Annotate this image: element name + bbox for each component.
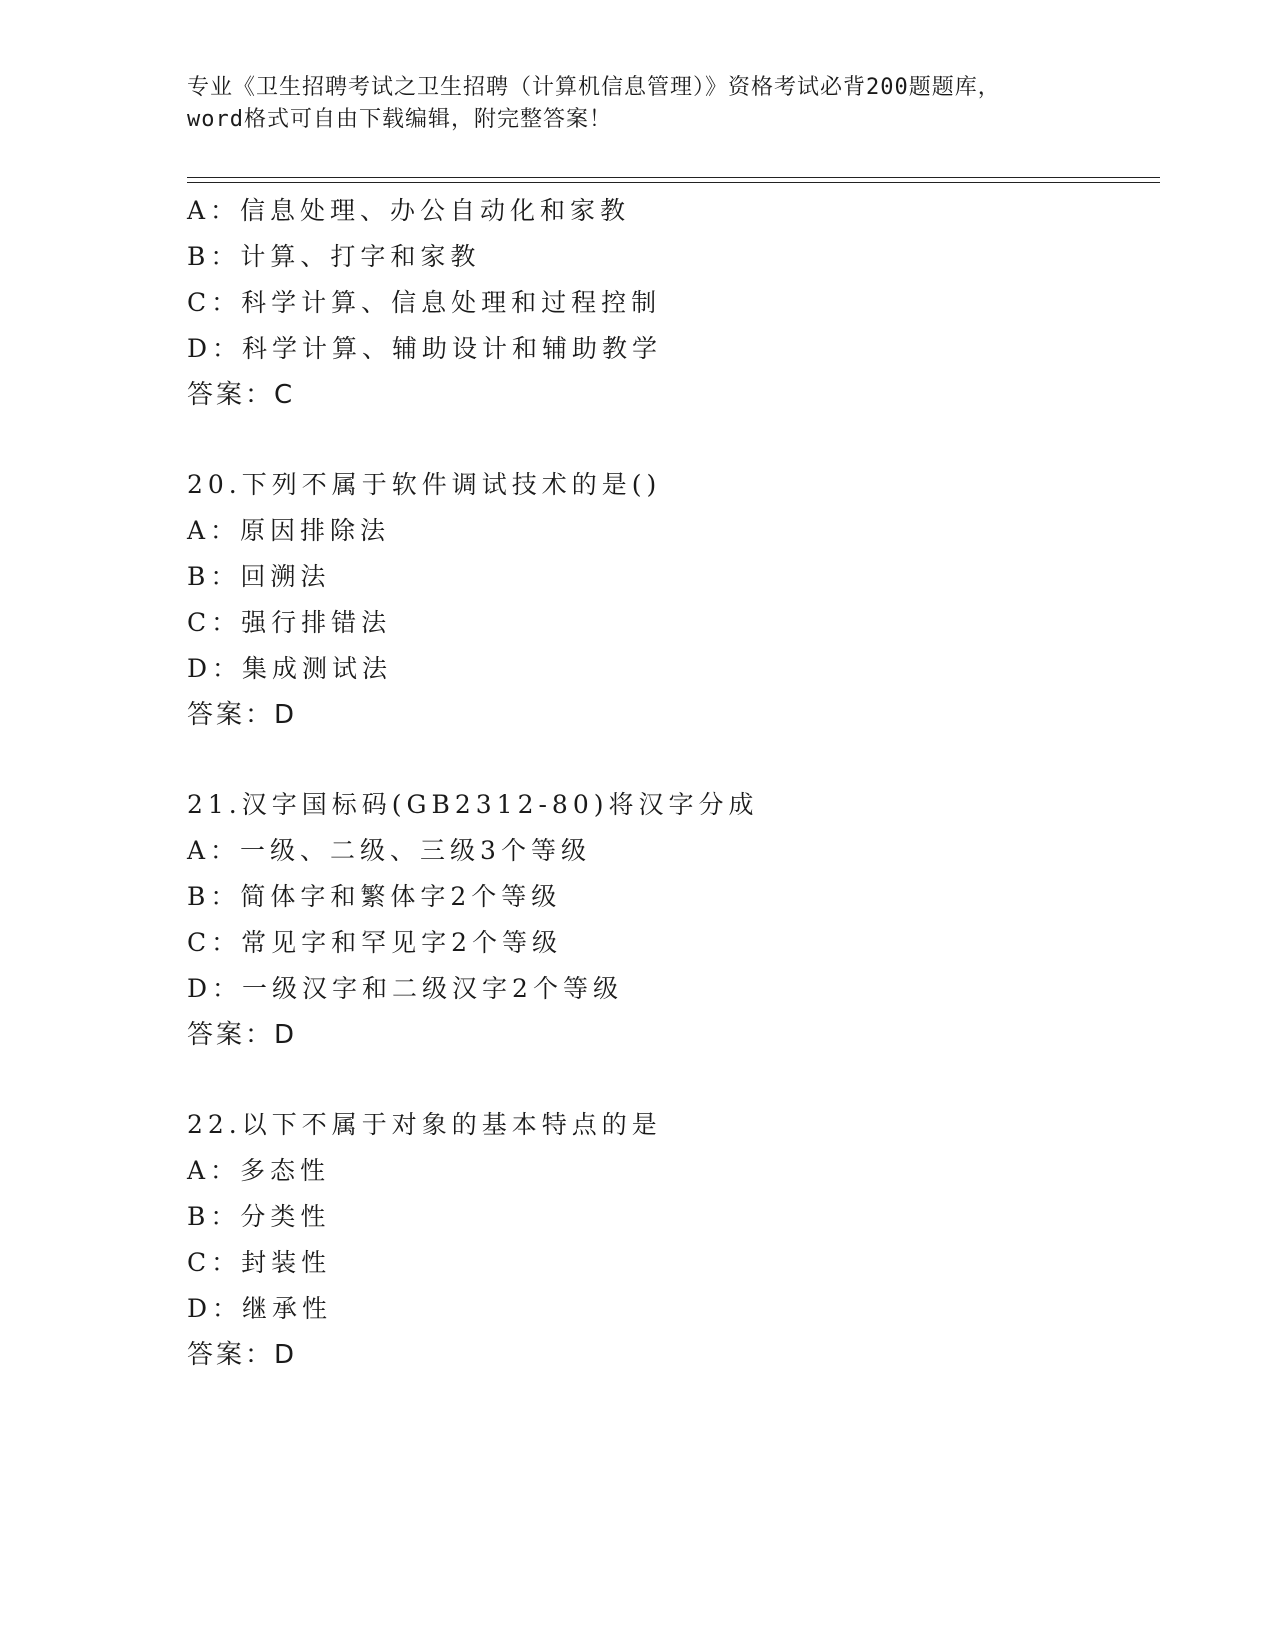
document-header xyxy=(187,72,1087,136)
header-divider-top xyxy=(187,177,1160,178)
question-block-19 xyxy=(187,188,1167,418)
option-b: B：分类性 xyxy=(187,1202,331,1231)
option-a: A：信息处理、办公自动化和家教 xyxy=(187,196,631,225)
spacer xyxy=(187,1058,1167,1102)
option-b: B：回溯法 xyxy=(187,562,331,591)
question-block-20 xyxy=(187,462,1167,738)
answer-line: 答案：D xyxy=(187,1020,298,1050)
spacer xyxy=(187,418,1167,462)
option-b: B：简体字和繁体字2个等级 xyxy=(187,882,562,911)
header-divider-bottom xyxy=(187,182,1160,183)
option-c: C：常见字和罕见字2个等级 xyxy=(187,928,563,957)
question-list xyxy=(187,188,1167,1378)
option-a: A：多态性 xyxy=(187,1156,331,1185)
answer-line: 答案：D xyxy=(187,1340,298,1370)
header-title-line-2: word格式可自由下载编辑，附完整答案！ xyxy=(187,107,612,132)
spacer xyxy=(187,738,1167,782)
question-text: 22.以下不属于对象的基本特点的是 xyxy=(187,1110,662,1139)
option-b: B：计算、打字和家教 xyxy=(187,242,481,271)
question-block-21 xyxy=(187,782,1167,1058)
option-c: C：封装性 xyxy=(187,1248,332,1277)
option-a: A：原因排除法 xyxy=(187,516,391,545)
option-a: A：一级、二级、三级3个等级 xyxy=(187,836,591,865)
option-d: D：一级汉字和二级汉字2个等级 xyxy=(187,974,623,1003)
question-block-22 xyxy=(187,1102,1167,1378)
option-c: C：强行排错法 xyxy=(187,608,392,637)
option-d: D：继承性 xyxy=(187,1294,333,1323)
option-d: D：科学计算、辅助设计和辅助教学 xyxy=(187,334,663,363)
option-c: C：科学计算、信息处理和过程控制 xyxy=(187,288,662,317)
header-title-line-1: 专业《卫生招聘考试之卫生招聘（计算机信息管理）》资格考试必背200题题库， xyxy=(187,75,1001,100)
answer-line: 答案：C xyxy=(187,380,296,410)
option-d: D：集成测试法 xyxy=(187,654,393,683)
question-text: 20.下列不属于软件调试技术的是() xyxy=(187,470,662,499)
answer-line: 答案：D xyxy=(187,700,298,730)
question-text: 21.汉字国标码(GB2312-80)将汉字分成 xyxy=(187,790,759,819)
